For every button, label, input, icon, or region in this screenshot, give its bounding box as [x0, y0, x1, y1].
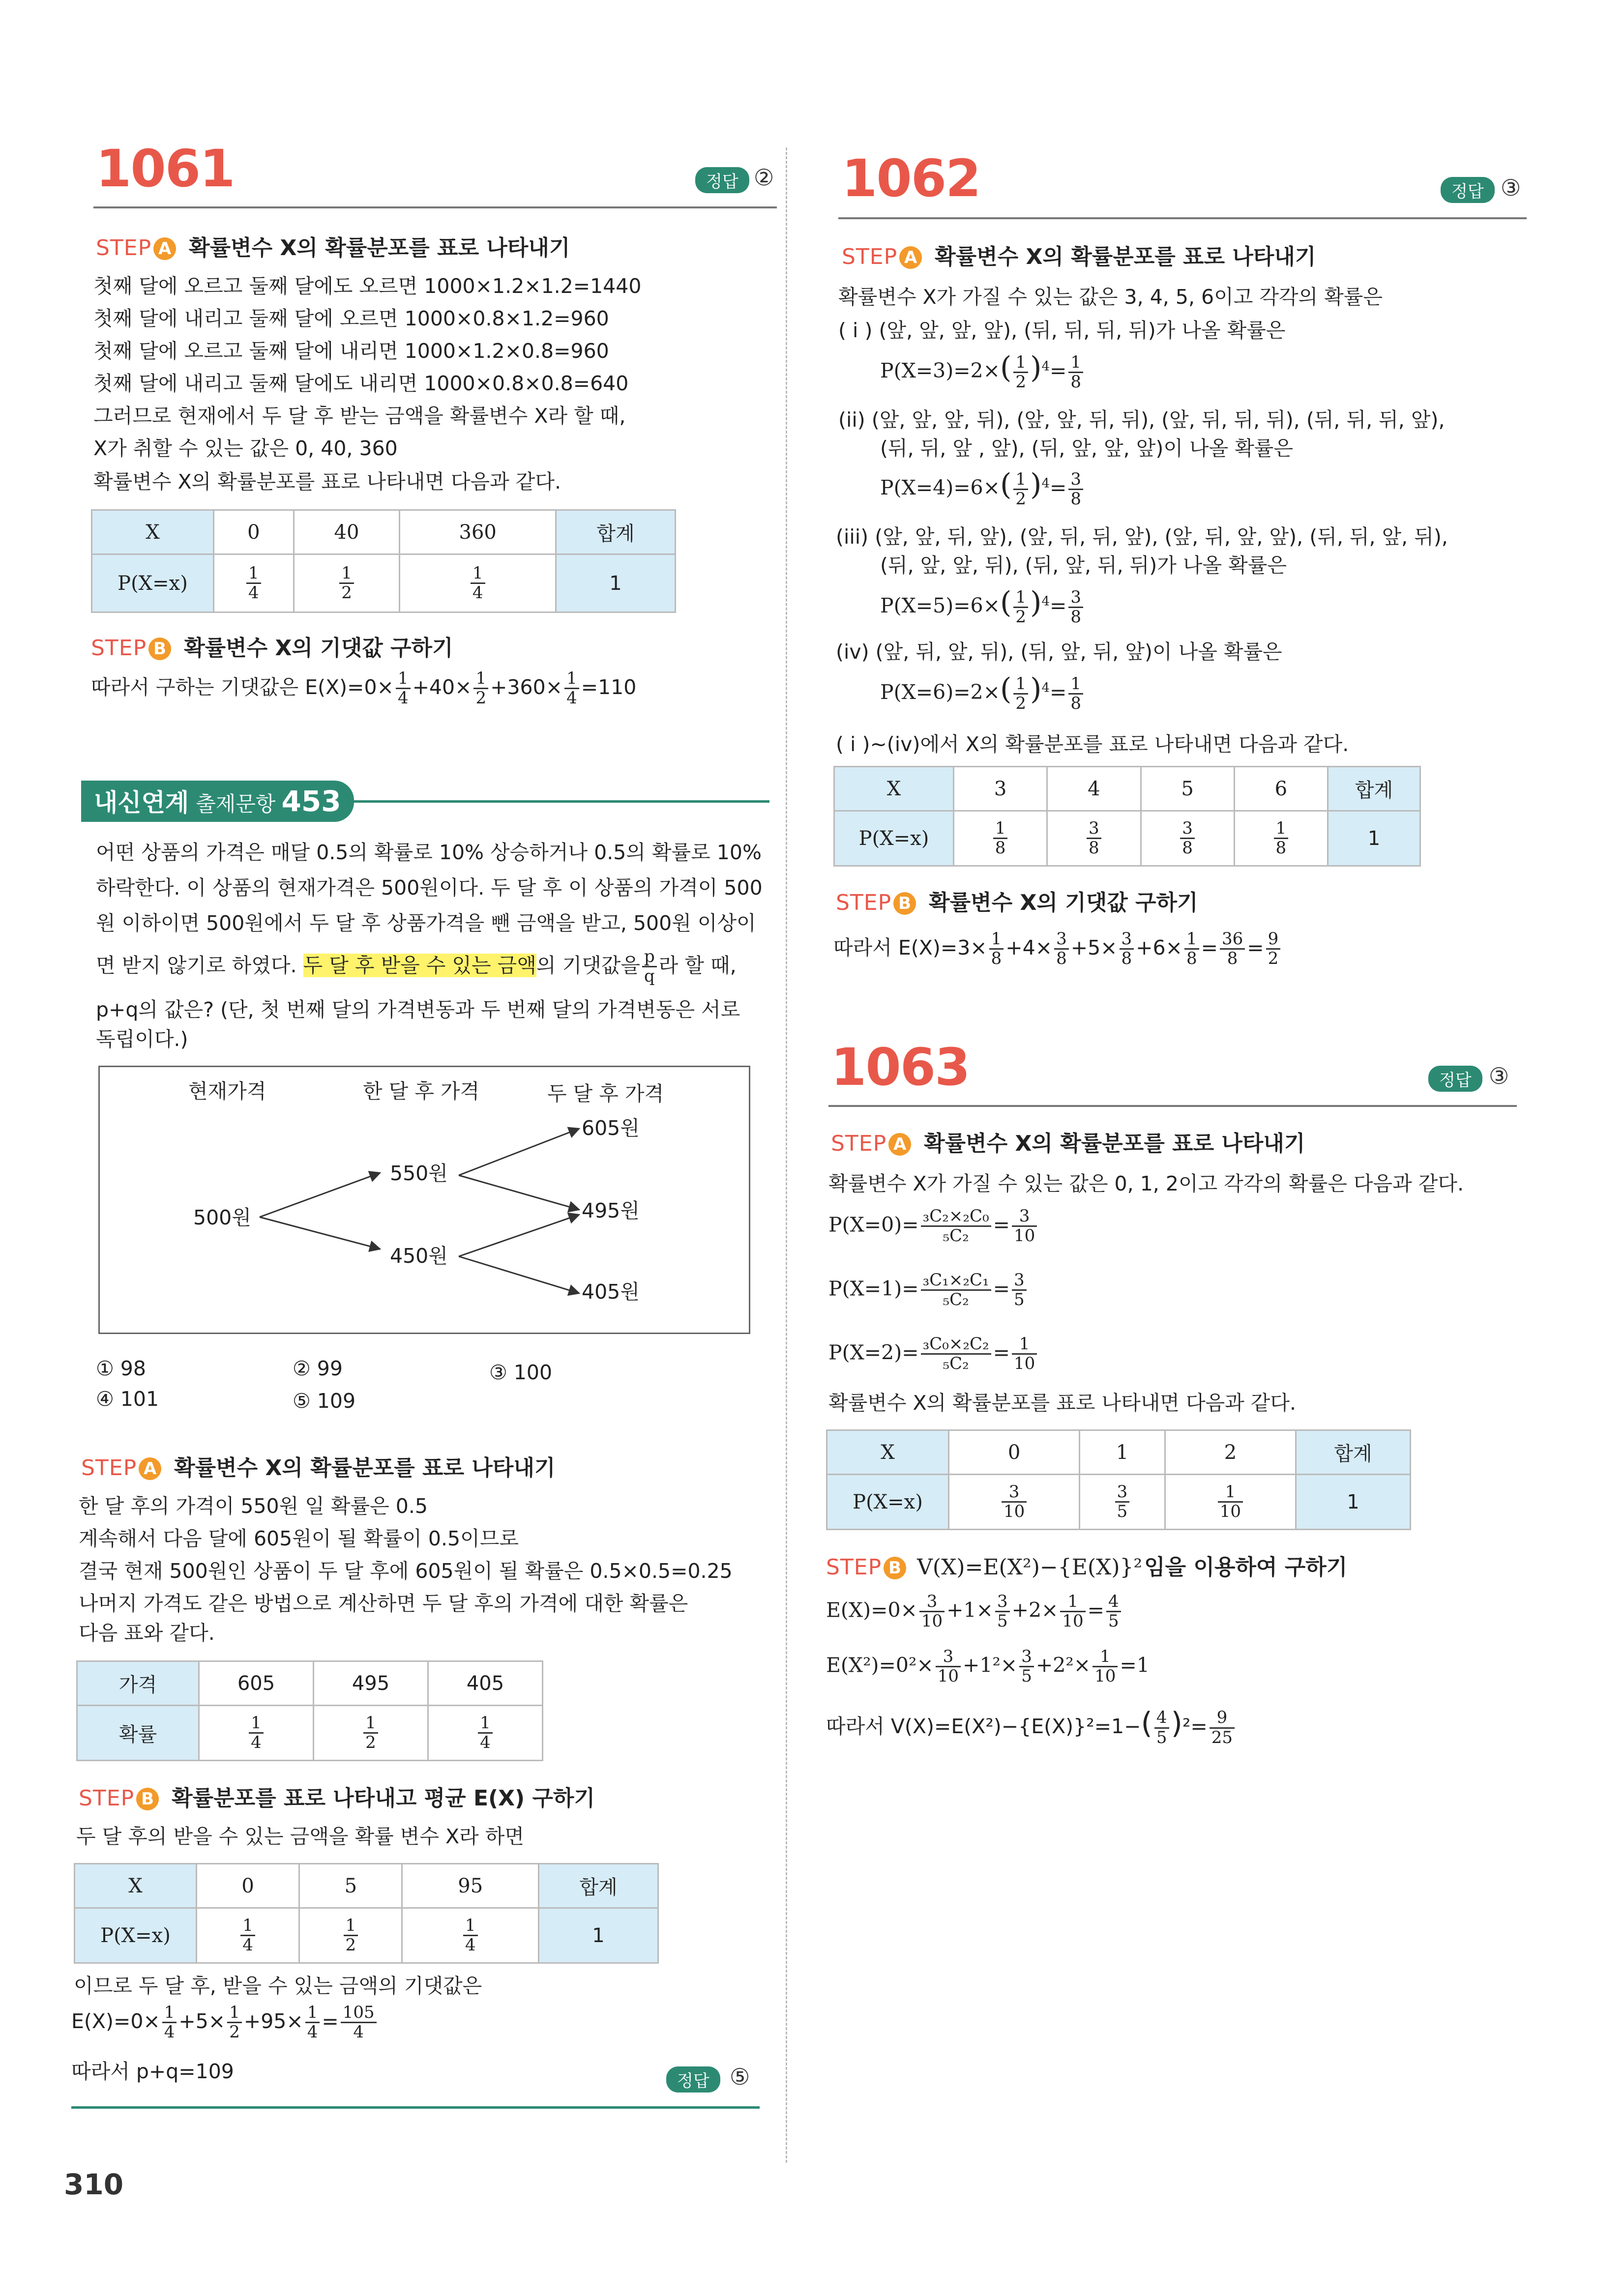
table-cell: 605 — [199, 1661, 314, 1706]
text-line: 나머지 가격도 같은 방법으로 계산하면 두 달 후의 가격에 대한 확률은 — [79, 1592, 688, 1615]
table-cell: $\frac{1}{8}$ — [1234, 811, 1328, 866]
step-label: STEP — [826, 1555, 882, 1580]
step-label: STEP — [96, 235, 152, 261]
distribution-table — [91, 509, 676, 613]
case-line: (ii) (앞, 앞, 앞, 뒤), (앞, 앞, 뒤, 뒤), (앞, 뒤, 뒤, 뒤), (뒤, 뒤, 뒤, 앞), — [838, 408, 1445, 432]
table-cell: $\frac{3}{10}$ — [949, 1475, 1080, 1530]
node-550: 550원 — [390, 1162, 448, 1185]
table-cell: 2 — [1165, 1430, 1296, 1475]
answer-choice: ③ — [1501, 174, 1521, 201]
step-title: 확률분포를 표로 나타내고 평균 E(X) 구하기 — [172, 1786, 595, 1811]
table-cell: $\frac{1}{4}$ — [214, 554, 294, 612]
text-line: 다음 표와 같다. — [79, 1621, 215, 1645]
table-total: 1 — [556, 554, 676, 612]
column-divider — [786, 147, 787, 2163]
problem-number-1061: 1061 — [96, 139, 235, 199]
step-label: STEP — [91, 636, 147, 661]
conclusion-line: 따라서 구하는 기댓값은 E(X)=0× $\frac{1}{4}$ +40× $\frac{1}{2}$ +360× $\frac{1}{4}$ =110 — [91, 668, 637, 708]
table-cell: 0 — [949, 1430, 1080, 1475]
table-cell: 3 — [954, 767, 1047, 811]
header-two-months: 두 달 후 가격 — [547, 1082, 664, 1105]
table-cell: 5 — [299, 1864, 402, 1908]
table-cell: 6 — [1234, 767, 1328, 811]
table-cell: $\frac{1}{10}$ — [1165, 1475, 1296, 1530]
question-line: 면 받지 않기로 하였다. 두 달 후 받을 수 있는 금액의 기댓값을 $\frac{p}{q}$ 라 할 때, — [96, 947, 737, 987]
node-450: 450원 — [390, 1244, 448, 1268]
choice-1: ① 98 — [96, 1357, 146, 1380]
table-total-header: 합계 — [1296, 1430, 1411, 1475]
table-cell: $\frac{1}{2}$ — [299, 1908, 402, 1963]
text-line: 확률변수 X가 가질 수 있는 값은 0, 1, 2이고 각각의 확률은 다음과 같다. — [828, 1172, 1464, 1195]
text-line: 확률변수 X가 가질 수 있는 값은 3, 4, 5, 6이고 각각의 확률은 — [838, 285, 1383, 309]
step-b-heading — [79, 1780, 595, 1812]
table-cell: 40 — [294, 510, 400, 554]
table-cell: $\frac{3}{5}$ — [1080, 1475, 1165, 1530]
answer-badge: 정답 — [666, 2066, 720, 2093]
text-line: 첫째 달에 내리고 둘째 달에 오르면 1000×0.8×1.2=960 — [93, 307, 609, 330]
question-line: 하락한다. 이 상품의 현재가격은 500원이다. 두 달 후 이 상품의 가격이 500 — [96, 876, 763, 900]
step-label: STEP — [831, 1131, 887, 1156]
table-cell: 5 — [1141, 767, 1234, 811]
price-probability-table — [76, 1660, 543, 1761]
table-cell: $\frac{1}{2}$ — [294, 554, 400, 612]
formula-line: P(X=3)=2×( $\frac{1}{2}$ )$^4$= $\frac{1}{8}$ — [880, 350, 1085, 391]
header-one-month: 한 달 후 가격 — [363, 1079, 480, 1103]
distribution-table — [826, 1429, 1411, 1530]
table-cell: 95 — [402, 1864, 539, 1908]
step-title: 확률변수 X의 기댓값 구하기 — [929, 890, 1198, 915]
step-a-heading — [96, 230, 570, 262]
question-line: 원 이하이면 500원에서 두 달 후 상품가격을 뺀 금액을 받고, 500원 이상이 — [96, 911, 756, 935]
step-label: STEP — [79, 1786, 135, 1811]
table-header: X — [834, 767, 954, 811]
table-cell: 1 — [1080, 1430, 1165, 1475]
text-line: 결국 현재 500원인 상품이 두 달 후에 605원이 될 확률은 0.5×0.5=0.25 — [79, 1559, 733, 1583]
table-cell: $\frac{3}{8}$ — [1047, 811, 1141, 866]
question-line: 독립이다.) — [96, 1027, 188, 1051]
formula-line: P(X=6)=2×( $\frac{1}{2}$ )$^4$= $\frac{1}{8}$ — [880, 671, 1085, 713]
highlighted-text: 두 달 후 받을 수 있는 금액 — [303, 953, 536, 977]
table-cell: $\frac{1}{4}$ — [402, 1908, 539, 1963]
case-line: (뒤, 앞, 앞, 뒤), (뒤, 앞, 뒤, 뒤)가 나올 확률은 — [880, 553, 1287, 577]
step-b-heading — [836, 885, 1198, 916]
text-line: 한 달 후의 가격이 550원 일 확률은 0.5 — [79, 1494, 428, 1518]
formula-line: P(X=4)=6×( $\frac{1}{2}$ )$^4$= $\frac{3}{8}$ — [880, 467, 1085, 508]
step-title: 확률변수 X의 확률분포를 표로 나타내기 — [189, 235, 570, 261]
header-rule — [93, 206, 777, 208]
header-rule — [838, 217, 1527, 219]
table-cell: 4 — [1047, 767, 1141, 811]
table-total-header: 합계 — [1328, 767, 1420, 811]
problem-number-1063: 1063 — [831, 1037, 970, 1097]
header-current: 현재가격 — [188, 1079, 266, 1103]
answer-choice: ③ — [1489, 1063, 1509, 1089]
tree-arrows — [100, 1067, 749, 1333]
step-title-math: V(X)=E(X²)−{E(X)}² — [917, 1555, 1143, 1580]
table-cell: $\frac{1}{4}$ — [197, 1908, 299, 1963]
answer-badge: 정답 — [695, 167, 749, 193]
question-line: p+q의 값은? (단, 첫 번째 달의 가격변동과 두 번째 달의 가격변동은 서로 — [96, 998, 740, 1021]
table-cell: $\frac{1}{4}$ — [428, 1706, 543, 1761]
table-header: 가격 — [77, 1661, 199, 1706]
step-a-heading — [842, 239, 1316, 270]
case-line: (iii) (앞, 앞, 뒤, 앞), (앞, 뒤, 뒤, 앞), (앞, 뒤, 앞, 앞), (뒤, 뒤, 앞, 뒤), — [836, 525, 1448, 549]
step-letter: B — [884, 1557, 906, 1579]
case-line: (iv) (앞, 뒤, 앞, 뒤), (뒤, 앞, 뒤, 앞)이 나올 확률은 — [836, 640, 1282, 664]
second-moment-line: E(X²)=0²× $\frac{3}{10}$ +1²× $\frac{3}{5}$ +2²× $\frac{1}{10}$ =1 — [826, 1647, 1150, 1686]
table-total-header: 합계 — [556, 510, 676, 554]
probability-formula: P(X=0)= $\frac{\text{₃C₂×₂C₀}}{\text{₅C₂}}$ = $\frac{3}{10}$ — [828, 1207, 1039, 1246]
table-row-label: 확률 — [77, 1706, 199, 1761]
answer-choice: ⑤ — [730, 2063, 750, 2090]
node-405: 405원 — [582, 1280, 640, 1304]
step-title: 확률변수 X의 기댓값 구하기 — [184, 636, 453, 661]
choice-5: ⑤ 109 — [293, 1389, 356, 1413]
text-line: ( i )~(iv)에서 X의 확률분포를 표로 나타내면 다음과 같다. — [836, 732, 1349, 756]
case-line: ( i ) (앞, 앞, 앞, 앞), (뒤, 뒤, 뒤, 뒤)가 나올 확률은 — [838, 319, 1286, 342]
link-tag: 내신연계 출제문항 453 — [81, 781, 354, 822]
case-line: (뒤, 뒤, 앞 , 앞), (뒤, 앞, 앞, 앞)이 나올 확률은 — [880, 436, 1294, 460]
table-row-label: P(X=x) — [92, 554, 214, 612]
expectation-line: E(X)=0× $\frac{1}{4}$ +5× $\frac{1}{2}$ +95× $\frac{1}{4}$ = $\frac{105}{4}$ — [71, 2004, 379, 2042]
table-header: X — [75, 1864, 197, 1908]
choice-4: ④ 101 — [96, 1387, 159, 1411]
price-tree-diagram — [98, 1066, 750, 1334]
table-cell: $\frac{1}{4}$ — [199, 1706, 314, 1761]
answer-choice: ② — [754, 164, 774, 191]
text-line: 확률변수 X의 확률분포를 표로 나타내면 다음과 같다. — [828, 1391, 1297, 1415]
step-a-heading — [831, 1126, 1305, 1157]
table-cell: $\frac{1}{2}$ — [314, 1706, 428, 1761]
expectation-line: E(X)=0× $\frac{3}{10}$ +1× $\frac{3}{5}$ +2× $\frac{1}{10}$ = $\frac{4}{5}$ — [826, 1593, 1123, 1631]
text-line: 확률변수 X의 확률분포를 표로 나타내면 다음과 같다. — [93, 470, 561, 494]
step-label: STEP — [81, 1455, 137, 1481]
text-line: X가 취할 수 있는 값은 0, 40, 360 — [93, 436, 398, 460]
table-row-label: P(X=x) — [827, 1475, 949, 1530]
text-line: 첫째 달에 오르고 둘째 달에 내리면 1000×1.2×0.8=960 — [93, 339, 609, 363]
formula-line: P(X=5)=6×( $\frac{1}{2}$ )$^4$= $\frac{3}{8}$ — [880, 585, 1085, 626]
step-title: 확률변수 X의 확률분포를 표로 나타내기 — [935, 244, 1316, 269]
distribution-table — [833, 766, 1421, 867]
link-problem-banner — [81, 781, 769, 822]
step-title: 임을 이용하여 구하기 — [1144, 1555, 1348, 1580]
table-cell: 405 — [428, 1661, 543, 1706]
text-line: 계속해서 다음 달에 605원이 될 확률이 0.5이므로 — [79, 1527, 519, 1550]
step-letter: A — [899, 246, 922, 269]
section-end-rule — [71, 2106, 760, 2109]
step-letter: A — [139, 1457, 161, 1480]
final-line: 따라서 p+q=109 — [71, 2060, 234, 2083]
distribution-table — [74, 1863, 659, 1964]
table-total-header: 합계 — [539, 1864, 658, 1908]
page-number: 310 — [64, 2168, 124, 2201]
step-label: STEP — [842, 244, 898, 269]
answer-badge: 정답 — [1428, 1066, 1482, 1092]
choice-3: ③ 100 — [489, 1361, 553, 1384]
choice-2: ② 99 — [293, 1357, 343, 1380]
step-letter: B — [136, 1788, 159, 1810]
expectation-line: 따라서 E(X)=3× $\frac{1}{8}$ +4× $\frac{3}{8}$ +5× $\frac{3}{8}$ +6× $\frac{1}{8}$ = $\frac{36}{8}$ = $\frac{9}{2}$ — [833, 930, 1282, 968]
header-rule — [828, 1105, 1517, 1107]
answer-badge: 정답 — [1441, 177, 1495, 203]
step-b-heading — [826, 1549, 1347, 1581]
step-letter: A — [888, 1133, 911, 1156]
table-cell: 0 — [197, 1864, 299, 1908]
step-letter: B — [893, 892, 916, 915]
step-letter: B — [148, 638, 171, 660]
table-cell: $\frac{3}{8}$ — [1141, 811, 1234, 866]
question-line: 어떤 상품의 가격은 매달 0.5의 확률로 10% 상승하거나 0.5의 확률로 10% — [96, 841, 762, 864]
probability-formula: P(X=1)= $\frac{\text{₃C₁×₂C₁}}{\text{₅C₂}}$ = $\frac{3}{5}$ — [828, 1271, 1029, 1309]
step-title: 확률변수 X의 확률분포를 표로 나타내기 — [924, 1131, 1305, 1156]
text-line: 두 달 후의 받을 수 있는 금액을 확률 변수 X라 하면 — [76, 1825, 524, 1848]
table-cell: 495 — [314, 1661, 428, 1706]
node-495: 495원 — [582, 1199, 640, 1222]
step-letter: A — [153, 237, 176, 260]
text-line: 첫째 달에 오르고 둘째 달에도 오르면 1000×1.2×1.2=1440 — [93, 274, 642, 298]
node-605: 605원 — [582, 1116, 640, 1140]
table-cell: 0 — [214, 510, 294, 554]
table-cell: $\frac{1}{8}$ — [954, 811, 1047, 866]
table-total: 1 — [1296, 1475, 1411, 1530]
step-b-heading — [91, 630, 453, 662]
table-total: 1 — [539, 1908, 658, 1963]
table-row-label: P(X=x) — [75, 1908, 197, 1963]
table-cell: 360 — [400, 510, 556, 554]
variance-line: 따라서 V(X)=E(X²)−{E(X)}²=1−( $\frac{4}{5}$ )²= $\frac{9}{25}$ — [826, 1706, 1237, 1747]
table-cell: $\frac{1}{4}$ — [400, 554, 556, 612]
problem-number-1062: 1062 — [842, 148, 980, 208]
table-header: X — [92, 510, 214, 554]
text-line: 이므로 두 달 후, 받을 수 있는 금액의 기댓값은 — [74, 1974, 482, 1998]
text-line: 첫째 달에 내리고 둘째 달에도 내리면 1000×0.8×0.8=640 — [93, 372, 629, 395]
table-header: X — [827, 1430, 949, 1475]
probability-formula: P(X=2)= $\frac{\text{₃C₀×₂C₂}}{\text{₅C₂}}$ = $\frac{1}{10}$ — [828, 1335, 1039, 1373]
step-title: 확률변수 X의 확률분포를 표로 나타내기 — [174, 1455, 556, 1481]
step-a-heading — [81, 1450, 555, 1482]
step-label: STEP — [836, 890, 892, 915]
node-500: 500원 — [193, 1206, 251, 1229]
table-total: 1 — [1328, 811, 1420, 866]
text-line: 그러므로 현재에서 두 달 후 받는 금액을 확률변수 X라 할 때, — [93, 404, 626, 428]
table-row-label: P(X=x) — [834, 811, 954, 866]
